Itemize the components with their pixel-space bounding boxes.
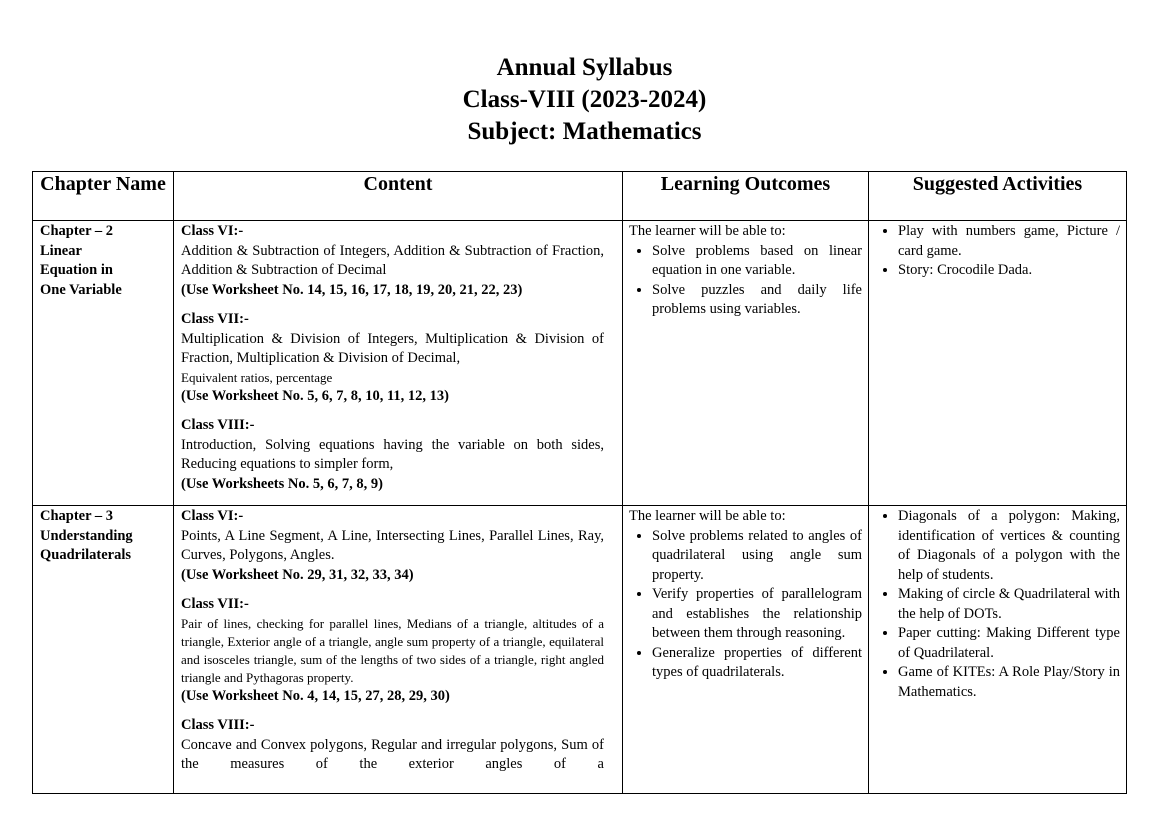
content-block bbox=[181, 416, 604, 494]
class-label: Class VIII:- bbox=[181, 417, 255, 433]
chapter-line: Chapter – 2 bbox=[40, 223, 114, 239]
list-item: • Solve problems based on linear equation in one variable. bbox=[652, 242, 862, 281]
list-item: • Diagonals of a polygon: Making, identification of vertices & counting of Diagonals of a polygon with the help of students. bbox=[898, 507, 1120, 585]
header-row bbox=[33, 172, 1127, 221]
worksheet-ref: (Use Worksheet No. 14, 15, 16, 17, 18, 19, 20, 21, 22, 23) bbox=[181, 281, 523, 298]
outcomes-intro: The learner will be able to: bbox=[629, 223, 786, 239]
content-text: Multiplication & Division of Integers, Multiplication & Division of Fraction, Multiplication & Division of Decimal, bbox=[181, 330, 604, 366]
learning-outcomes-cell bbox=[623, 221, 869, 506]
learning-outcomes-cell bbox=[623, 506, 869, 794]
header-learning-outcomes: Learning Outcomes bbox=[623, 172, 869, 221]
chapter-line: Chapter – 3 bbox=[40, 508, 114, 524]
table-row bbox=[33, 506, 1127, 794]
class-label: Class VIII:- bbox=[181, 717, 255, 733]
header-suggested-activities: Suggested Activities bbox=[869, 172, 1127, 221]
chapter-name-cell bbox=[33, 221, 174, 506]
list-item: • Paper cutting: Making Different type of Quadrilateral. bbox=[898, 624, 1120, 663]
outcomes-list bbox=[629, 527, 862, 683]
activities-list bbox=[875, 222, 1120, 281]
activities-list bbox=[875, 507, 1120, 702]
title-line-3: Subject: Mathematics bbox=[467, 118, 702, 145]
content-block bbox=[181, 222, 604, 300]
worksheet-ref: (Use Worksheet No. 29, 31, 32, 33, 34) bbox=[181, 566, 414, 583]
content-text: Introduction, Solving equations having the variable on both sides, Reducing equations to simpler form, bbox=[181, 436, 604, 472]
content-block bbox=[181, 595, 604, 706]
content-text: Addition & Subtraction of Integers, Addition & Subtraction of Fraction, Addition & Subtraction of Decimal bbox=[181, 242, 604, 278]
class-label: Class VII:- bbox=[181, 311, 249, 327]
class-label: Class VI:- bbox=[181, 508, 244, 524]
chapter-line: Linear bbox=[40, 242, 82, 259]
header-chapter-name: Chapter Name bbox=[33, 172, 174, 221]
list-item: • Solve problems related to angles of quadrilateral using angle sum property. bbox=[652, 527, 862, 586]
outcomes-list bbox=[629, 242, 862, 320]
content-text-small: Equivalent ratios, percentage bbox=[181, 369, 333, 385]
worksheet-ref: (Use Worksheet No. 5, 6, 7, 8, 10, 11, 12, 13) bbox=[181, 387, 449, 404]
header-content: Content bbox=[174, 172, 623, 221]
list-item: • Story: Crocodile Dada. bbox=[898, 261, 1120, 281]
list-item: • Verify properties of parallelogram and establishes the relationship between them through reasoning. bbox=[652, 585, 862, 644]
list-item: • Generalize properties of different types of quadrilaterals. bbox=[652, 644, 862, 683]
content-text: Concave and Convex polygons, Regular and irregular polygons, Sum of the measures of the exterior angles of a bbox=[181, 736, 604, 772]
table-row bbox=[33, 221, 1127, 506]
chapter-name-cell bbox=[33, 506, 174, 794]
suggested-activities-cell bbox=[869, 221, 1127, 506]
list-item: • Play with numbers game, Picture / card game. bbox=[898, 222, 1120, 261]
outcomes-intro: The learner will be able to: bbox=[629, 508, 786, 524]
worksheet-ref: (Use Worksheet No. 4, 14, 15, 27, 28, 29, 30) bbox=[181, 687, 450, 704]
chapter-line: Equation in bbox=[40, 262, 113, 278]
content-cell bbox=[174, 221, 623, 506]
content-block bbox=[181, 507, 604, 585]
content-block bbox=[181, 716, 604, 775]
chapter-line: One Variable bbox=[40, 281, 122, 298]
list-item: • Making of circle & Quadrilateral with the help of DOTs. bbox=[898, 585, 1120, 624]
content-text: Points, A Line Segment, A Line, Intersecting Lines, Parallel Lines, Ray, Curves, Polygons, Angles. bbox=[181, 527, 604, 563]
syllabus-table bbox=[32, 171, 1127, 794]
content-block bbox=[181, 310, 604, 406]
content-cell bbox=[174, 506, 623, 794]
content-text-small: Pair of lines, checking for parallel lines, Medians of a triangle, altitudes of a triangle, Exterior angle of a triangle, angle sum property of a triangle, equilateral and isosceles triangle, sum of the lengths of two sides of a triangle, right angled triangle and Pythagoras property. bbox=[181, 615, 604, 685]
list-item: • Game of KITEs: A Role Play/Story in Mathematics. bbox=[898, 663, 1120, 702]
title-line-2: Class-VIII (2023-2024) bbox=[462, 86, 707, 113]
list-item: • Solve puzzles and daily life problems using variables. bbox=[652, 281, 862, 320]
title-line-1: Annual Syllabus bbox=[496, 54, 673, 81]
class-label: Class VI:- bbox=[181, 223, 244, 239]
suggested-activities-cell bbox=[869, 506, 1127, 794]
chapter-line: Quadrilaterals bbox=[40, 547, 132, 563]
worksheet-ref: (Use Worksheets No. 5, 6, 7, 8, 9) bbox=[181, 475, 383, 492]
class-label: Class VII:- bbox=[181, 596, 249, 612]
chapter-line: Understanding bbox=[40, 527, 133, 544]
